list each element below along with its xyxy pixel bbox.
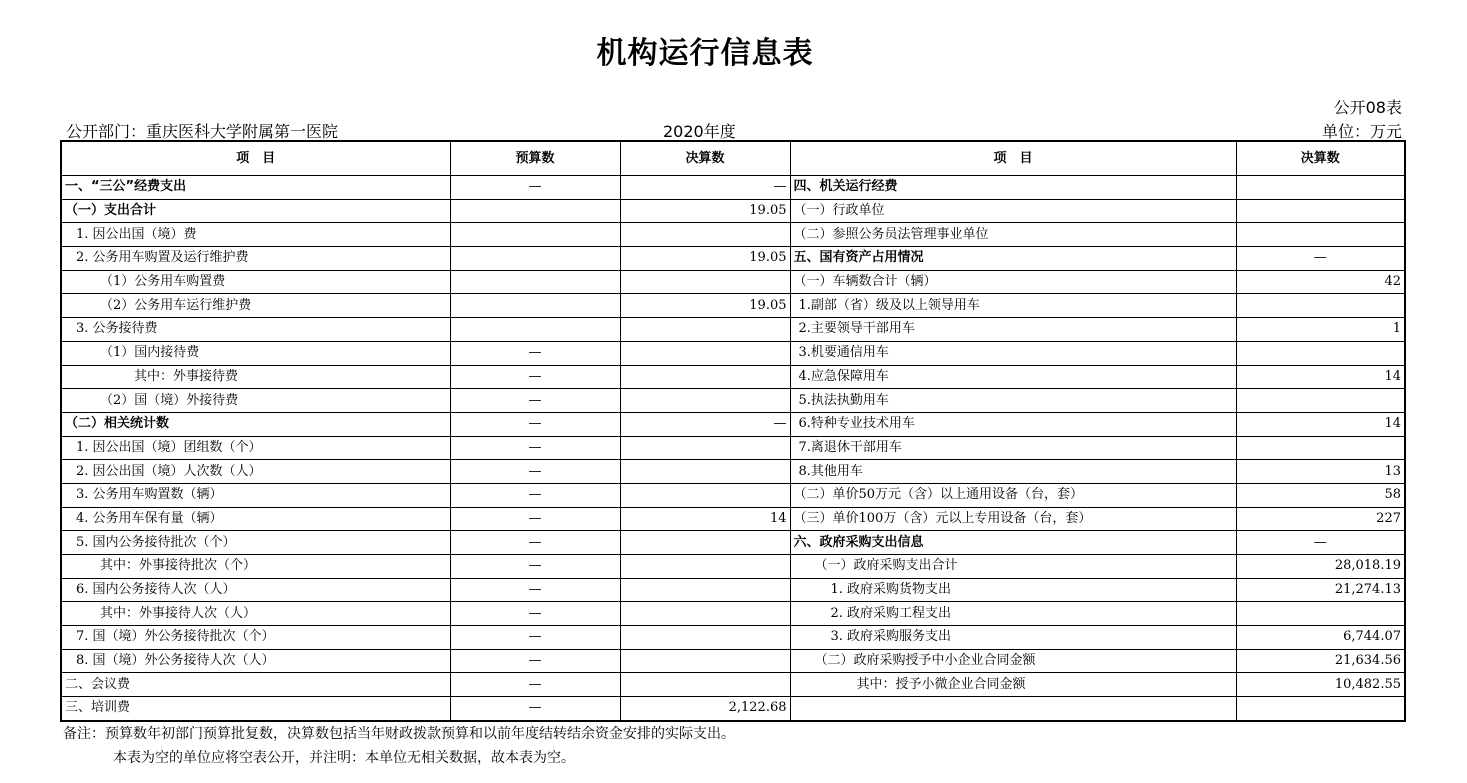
- row-left-item: （二）相关统计数: [61, 412, 450, 436]
- row-right-final: 10,482.55: [1236, 673, 1405, 697]
- table-row: [61, 626, 1405, 650]
- row-left-final: [620, 649, 790, 673]
- row-right-item: （二）单价50万元（含）以上通用设备（台，套）: [790, 483, 1236, 507]
- row-left-final: [620, 436, 790, 460]
- row-right-item: 其中：授予小微企业合同金额: [790, 673, 1236, 697]
- row-right-item: 3.机要通信用车: [790, 341, 1236, 365]
- row-left-final: [620, 223, 790, 247]
- row-right-final: [1236, 602, 1405, 626]
- row-right-final: 227: [1236, 507, 1405, 531]
- row-left-item: （1）国内接待费: [61, 341, 450, 365]
- row-right-item: 四、机关运行经费: [790, 176, 1236, 200]
- row-left-item: 3. 公务用车购置数（辆）: [61, 483, 450, 507]
- row-left-final: —: [620, 412, 790, 436]
- row-left-item: （一）支出合计: [61, 199, 450, 223]
- row-left-budget: [450, 223, 620, 247]
- table-row: [61, 531, 1405, 555]
- row-left-final: [620, 341, 790, 365]
- row-left-budget: —: [450, 341, 620, 365]
- row-right-final: 21,274.13: [1236, 578, 1405, 602]
- row-left-budget: —: [450, 365, 620, 389]
- table-row: [61, 507, 1405, 531]
- row-right-final: [1236, 199, 1405, 223]
- row-left-budget: —: [450, 176, 620, 200]
- table-row: [61, 483, 1405, 507]
- row-left-budget: —: [450, 673, 620, 697]
- row-right-final: [1236, 697, 1405, 721]
- row-right-item: [790, 697, 1236, 721]
- row-right-final: 6,744.07: [1236, 626, 1405, 650]
- row-right-final: [1236, 294, 1405, 318]
- row-right-item: 4.应急保障用车: [790, 365, 1236, 389]
- table-row: [61, 318, 1405, 342]
- row-right-item: 六、政府采购支出信息: [790, 531, 1236, 555]
- row-left-final: [620, 531, 790, 555]
- row-right-item: 2.主要领导干部用车: [790, 318, 1236, 342]
- header-left-budget: 预算数: [450, 141, 620, 176]
- row-left-final: [620, 626, 790, 650]
- row-left-item: （2）公务用车运行维护费: [61, 294, 450, 318]
- table-row: [61, 247, 1405, 271]
- row-left-final: —: [620, 176, 790, 200]
- page-title: 机构运行信息表: [596, 36, 814, 71]
- row-left-budget: —: [450, 507, 620, 531]
- table-row: [61, 673, 1405, 697]
- row-right-item: （二）政府采购授予中小企业合同金额: [790, 649, 1236, 673]
- row-left-budget: —: [450, 436, 620, 460]
- fiscal-year-label: 2020年度: [663, 122, 736, 141]
- row-right-final: 13: [1236, 460, 1405, 484]
- row-left-budget: —: [450, 578, 620, 602]
- row-left-budget: —: [450, 697, 620, 721]
- row-left-final: [620, 318, 790, 342]
- row-right-item: 7.离退休干部用车: [790, 436, 1236, 460]
- row-left-item: 其中：外事接待费: [61, 365, 450, 389]
- row-right-item: （三）单价100万（含）元以上专用设备（台，套）: [790, 507, 1236, 531]
- row-left-item: （2）国（境）外接待费: [61, 389, 450, 413]
- row-right-final: 28,018.19: [1236, 555, 1405, 579]
- row-right-item: 五、国有资产占用情况: [790, 247, 1236, 271]
- row-right-item: 5.执法执勤用车: [790, 389, 1236, 413]
- row-left-budget: [450, 294, 620, 318]
- row-left-item: 1. 因公出国（境）团组数（个）: [61, 436, 450, 460]
- unit-label: 单位：万元: [1321, 122, 1402, 141]
- row-left-item: 三、培训费: [61, 697, 450, 721]
- row-right-final: —: [1236, 247, 1405, 271]
- row-right-final: [1236, 223, 1405, 247]
- form-number: 公开08表: [1333, 98, 1402, 117]
- table-header-row: [61, 141, 1405, 176]
- row-left-budget: —: [450, 626, 620, 650]
- row-left-final: 19.05: [620, 294, 790, 318]
- row-left-final: 2,122.68: [620, 697, 790, 721]
- table-row: [61, 270, 1405, 294]
- table-row: [61, 697, 1405, 721]
- row-left-item: 其中：外事接待批次（个）: [61, 555, 450, 579]
- row-right-final: —: [1236, 531, 1405, 555]
- row-left-item: 1. 因公出国（境）费: [61, 223, 450, 247]
- row-left-budget: [450, 199, 620, 223]
- note-line-2: 本表为空的单位应将空表公开，并注明：本单位无相关数据，故本表为空。: [113, 750, 575, 766]
- row-left-budget: —: [450, 412, 620, 436]
- row-left-final: 19.05: [620, 247, 790, 271]
- row-left-budget: [450, 270, 620, 294]
- row-left-item: 7. 国（境）外公务接待批次（个）: [61, 626, 450, 650]
- row-left-item: 2. 公务用车购置及运行维护费: [61, 247, 450, 271]
- table-row: [61, 578, 1405, 602]
- row-left-item: 2. 因公出国（境）人次数（人）: [61, 460, 450, 484]
- row-left-item: 3. 公务接待费: [61, 318, 450, 342]
- row-left-budget: —: [450, 531, 620, 555]
- row-left-budget: [450, 318, 620, 342]
- table-row: [61, 460, 1405, 484]
- row-left-final: 14: [620, 507, 790, 531]
- note-line-1: 备注：预算数年初部门预算批复数，决算数包括当年财政拨款预算和以前年度结转结余资金安排的实际支出。: [63, 726, 735, 742]
- table-row: [61, 223, 1405, 247]
- header-right-final: 决算数: [1236, 141, 1405, 176]
- row-right-item: 2. 政府采购工程支出: [790, 602, 1236, 626]
- row-left-final: [620, 578, 790, 602]
- row-left-final: [620, 270, 790, 294]
- row-left-item: 6. 国内公务接待人次（人）: [61, 578, 450, 602]
- row-left-budget: —: [450, 460, 620, 484]
- row-left-budget: —: [450, 602, 620, 626]
- table-row: [61, 294, 1405, 318]
- row-right-item: 8.其他用车: [790, 460, 1236, 484]
- row-left-final: [620, 673, 790, 697]
- row-right-final: [1236, 389, 1405, 413]
- row-left-final: [620, 483, 790, 507]
- row-left-budget: [450, 247, 620, 271]
- header-right-item: 项 目: [790, 141, 1236, 176]
- table-row: [61, 436, 1405, 460]
- row-right-item: 1.副部（省）级及以上领导用车: [790, 294, 1236, 318]
- row-right-final: 21,634.56: [1236, 649, 1405, 673]
- row-left-item: 一、“三公”经费支出: [61, 176, 450, 200]
- row-left-item: 8. 国（境）外公务接待人次（人）: [61, 649, 450, 673]
- row-left-item: 5. 国内公务接待批次（个）: [61, 531, 450, 555]
- table-row: [61, 176, 1405, 200]
- row-right-item: 3. 政府采购服务支出: [790, 626, 1236, 650]
- row-right-final: 14: [1236, 412, 1405, 436]
- row-left-budget: —: [450, 483, 620, 507]
- row-right-item: 6.特种专业技术用车: [790, 412, 1236, 436]
- table-row: [61, 389, 1405, 413]
- row-left-final: [620, 389, 790, 413]
- row-right-item: 1. 政府采购货物支出: [790, 578, 1236, 602]
- row-left-item: （1）公务用车购置费: [61, 270, 450, 294]
- header-left-item: 项 目: [61, 141, 450, 176]
- row-left-budget: —: [450, 389, 620, 413]
- table-row: [61, 555, 1405, 579]
- row-right-final: [1236, 176, 1405, 200]
- row-left-item: 其中：外事接待人次（人）: [61, 602, 450, 626]
- table-row: [61, 341, 1405, 365]
- row-right-item: （一）行政单位: [790, 199, 1236, 223]
- row-left-budget: —: [450, 555, 620, 579]
- row-right-final: 58: [1236, 483, 1405, 507]
- row-right-item: （二）参照公务员法管理事业单位: [790, 223, 1236, 247]
- row-right-item: （一）政府采购支出合计: [790, 555, 1236, 579]
- table-row: [61, 365, 1405, 389]
- row-right-final: 42: [1236, 270, 1405, 294]
- row-right-item: （一）车辆数合计（辆）: [790, 270, 1236, 294]
- notes: [63, 722, 735, 770]
- row-right-final: 1: [1236, 318, 1405, 342]
- row-left-final: [620, 460, 790, 484]
- table-row: [61, 649, 1405, 673]
- row-left-item: 二、会议费: [61, 673, 450, 697]
- row-right-final: [1236, 436, 1405, 460]
- row-left-item: 4. 公务用车保有量（辆）: [61, 507, 450, 531]
- row-left-final: 19.05: [620, 199, 790, 223]
- row-left-budget: —: [450, 649, 620, 673]
- info-table: [60, 140, 1406, 722]
- row-left-final: [620, 365, 790, 389]
- table-row: [61, 199, 1405, 223]
- row-right-final: 14: [1236, 365, 1405, 389]
- header-left-final: 决算数: [620, 141, 790, 176]
- table-row: [61, 602, 1405, 626]
- row-right-final: [1236, 341, 1405, 365]
- department-label: 公开部门：重庆医科大学附属第一医院: [66, 122, 339, 141]
- row-left-final: [620, 602, 790, 626]
- table-row: [61, 412, 1405, 436]
- row-left-final: [620, 555, 790, 579]
